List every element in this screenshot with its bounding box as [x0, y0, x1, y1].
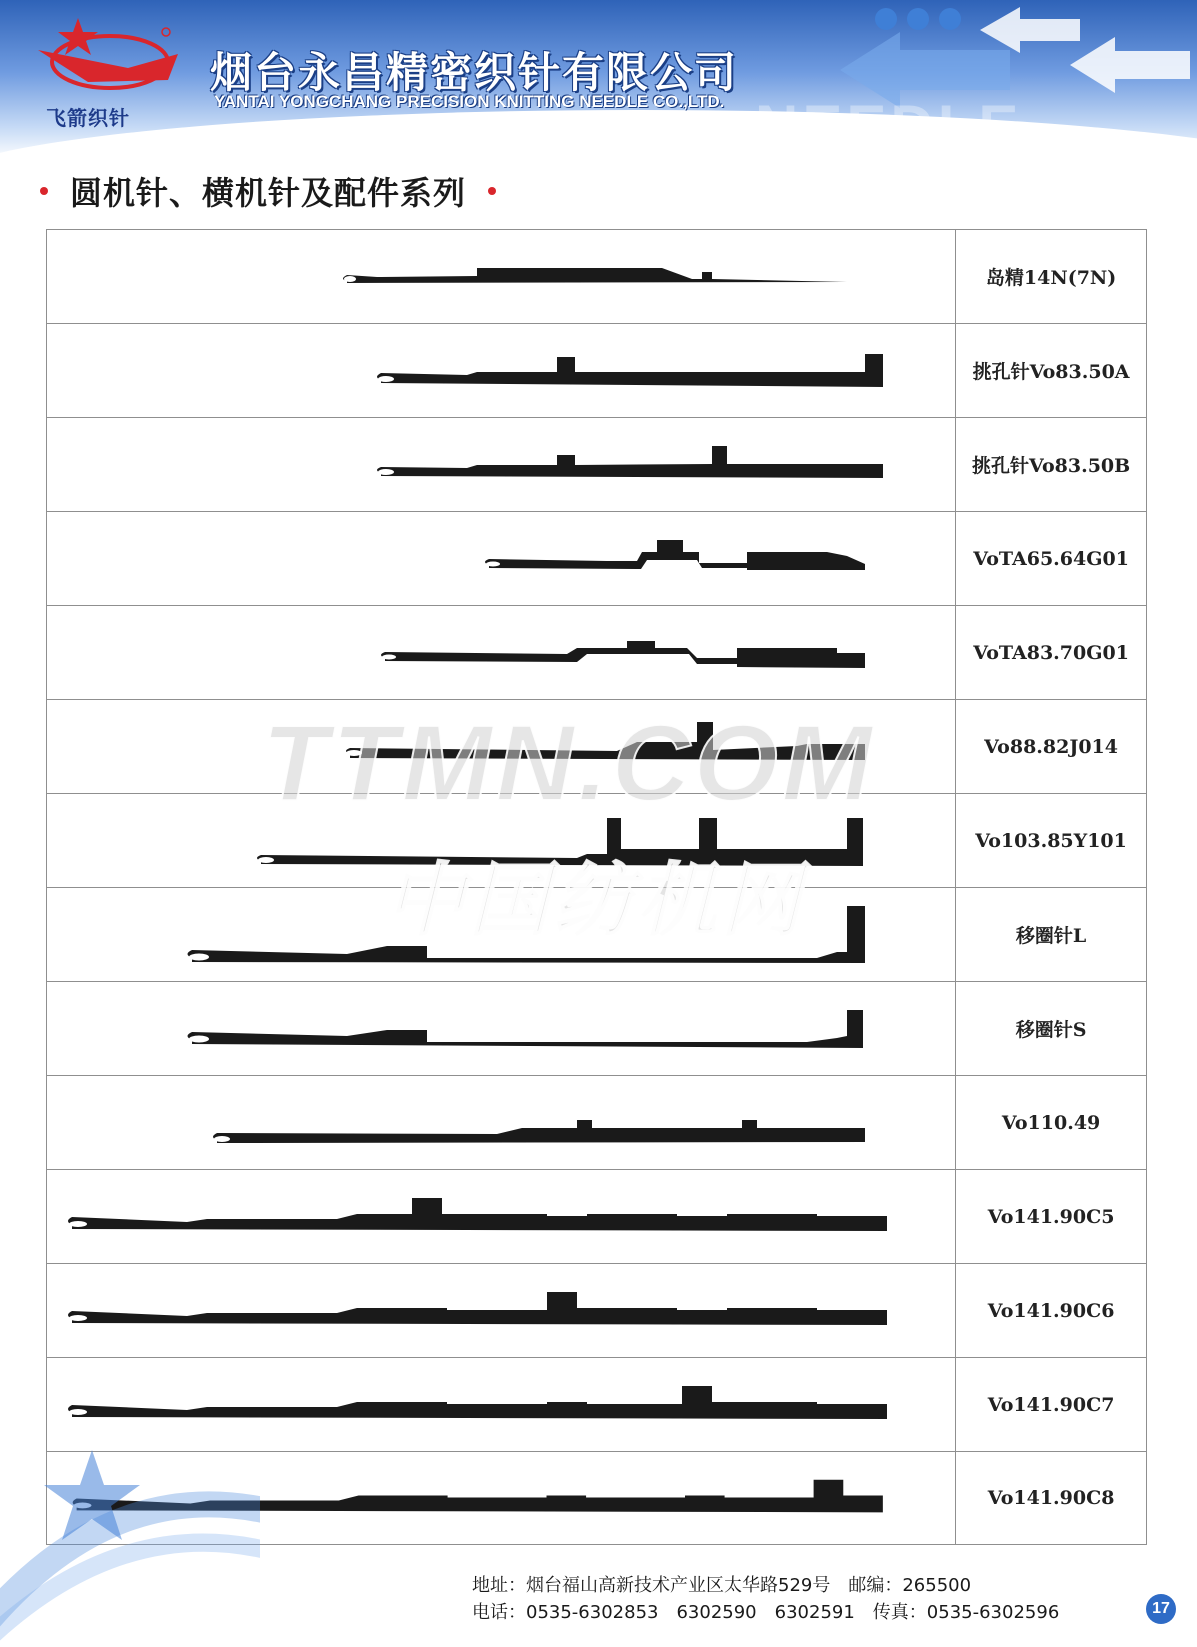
company-name-en: YANTAI YONGCHANG PRECISION KNITTING NEEDLE CO.,LTD.	[214, 92, 725, 111]
watermark-cn: 中国纺机网	[385, 854, 805, 947]
product-label: 岛精14N(7N)	[956, 230, 1147, 323]
table-row	[47, 1076, 1147, 1170]
needle-image	[47, 606, 956, 699]
needle-transfer-short-icon	[47, 982, 956, 1075]
needle-transfer-a-icon	[47, 324, 956, 417]
decor-dots	[875, 8, 961, 30]
footer-phone: 电话：0535-6302853 6302590 6302591 传真：0535-6302596	[472, 1602, 1060, 1623]
table-row	[47, 982, 1147, 1076]
watermark-en: TTMN.COM	[262, 702, 876, 823]
needle-image	[47, 512, 956, 605]
needle-image	[47, 230, 956, 323]
page-header	[0, 0, 1197, 160]
table-row	[47, 230, 1147, 324]
product-label: VoTA65.64G01	[956, 512, 1147, 605]
decor-dot	[907, 8, 929, 30]
table-row	[47, 324, 1147, 418]
product-label: VoTA83.70G01	[956, 606, 1147, 699]
needle-sinker-short-icon	[47, 512, 956, 605]
bullet-icon	[488, 187, 496, 195]
decor-dot	[939, 8, 961, 30]
needle-image	[47, 1076, 956, 1169]
table-row	[47, 606, 1147, 700]
needle-image	[47, 982, 956, 1075]
needle-double-butt-icon	[47, 1076, 956, 1169]
star-swoosh-icon	[0, 1430, 260, 1647]
table-row	[47, 512, 1147, 606]
bullet-icon	[40, 187, 48, 195]
table-row	[47, 418, 1147, 512]
logo-text: 飞箭织针	[46, 106, 130, 130]
needle-multi-butt-c6-icon	[47, 1264, 956, 1357]
needle-sinker-long-icon	[47, 606, 956, 699]
page-number: 17	[1146, 1594, 1176, 1624]
table-row	[47, 1264, 1147, 1358]
product-label: 移圈针L	[956, 888, 1147, 981]
needle-transfer-b-icon	[47, 418, 956, 511]
needle-image	[47, 1170, 956, 1263]
footer-address: 地址：烟台福山高新技术产业区太华路529号 邮编：265500	[472, 1575, 972, 1596]
product-label: 移圈针S	[956, 982, 1147, 1075]
needle-shima-icon	[47, 230, 956, 323]
needle-image	[47, 324, 956, 417]
section-title	[40, 168, 496, 214]
product-label: Vo141.90C8	[956, 1452, 1147, 1544]
company-name-cn: 烟台永昌精密织针有限公司	[210, 48, 739, 97]
arrow-left-icon	[1070, 35, 1190, 95]
product-label: Vo88.82J014	[956, 700, 1147, 793]
needle-image	[47, 1264, 956, 1357]
decor-dot	[875, 8, 897, 30]
product-label: Vo141.90C5	[956, 1170, 1147, 1263]
footer-contact	[472, 1572, 1059, 1626]
needle-multi-butt-c5-icon	[47, 1170, 956, 1263]
product-label: Vo141.90C7	[956, 1358, 1147, 1451]
table-row	[47, 1170, 1147, 1264]
product-label: 挑孔针Vo83.50B	[956, 418, 1147, 511]
needle-image	[47, 418, 956, 511]
product-label: Vo103.85Y101	[956, 794, 1147, 887]
product-label: Vo110.49	[956, 1076, 1147, 1169]
section-title-text: 圆机针、横机针及配件系列	[70, 174, 467, 212]
product-label: Vo141.90C6	[956, 1264, 1147, 1357]
product-label: 挑孔针Vo83.50A	[956, 324, 1147, 417]
